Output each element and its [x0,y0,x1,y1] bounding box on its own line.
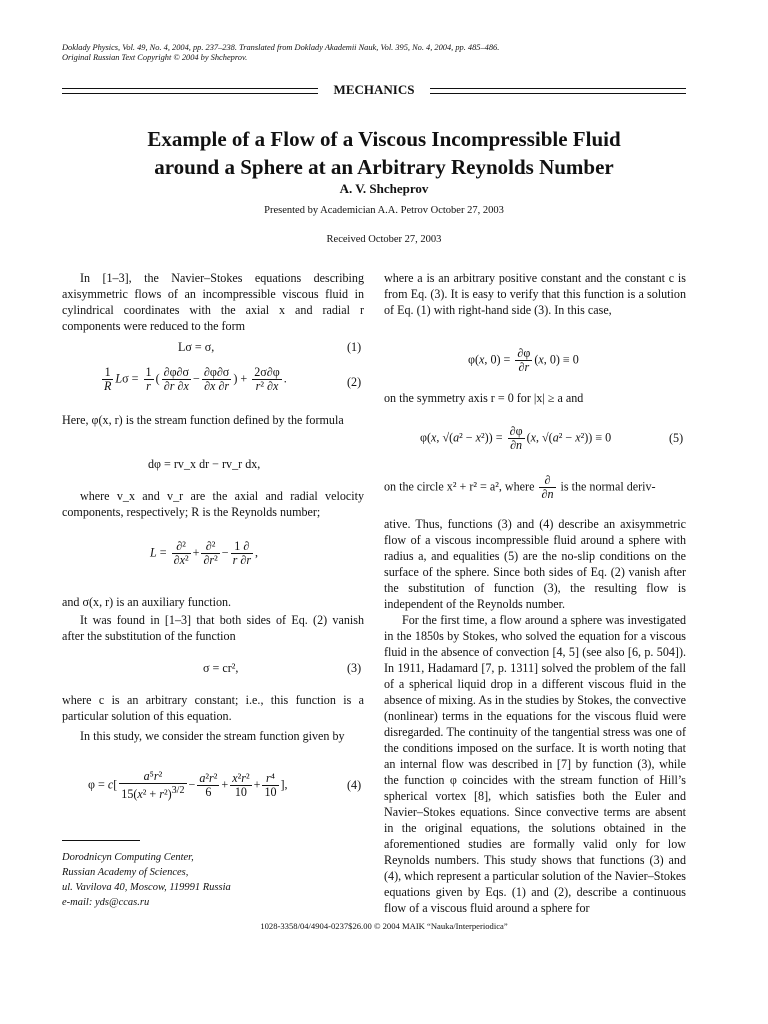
header-line-2: Original Russian Text Copyright © 2004 by Shcheprov. [62,53,248,62]
affiliation [62,850,231,910]
right-paragraph-4: ative. Thus, functions (3) and (4) describe an axisymmetric flow of a viscous incompressible fluid around a sphere with radius a, and equalities (5) are the no-slip conditions on the surface of the sphere. Since both sides of Eq. (2) vanish after the substitution of function (3), the resulting flow is independent of the Reynolds number. [384,517,686,611]
equation-5: φ(x, √(a² − x²)) = $\frac{\partial\varphi}{\partial n}$ (x, √(a² − x²)) ≡ 0 [420,424,612,452]
left-paragraph-2: Here, φ(x, r) is the stream function defined by the formula [62,413,344,427]
equation-1-number: (1) [347,340,362,354]
copyright-footer: 1028-3358/04/4904-0237$26.00 © 2004 MAIK “Nauka/Interperiodica” [260,921,508,931]
equation-5-number: (5) [669,431,684,445]
right-paragraph-3a: on the circle x² + r² = a², where [384,479,535,494]
right-paragraph-2: on the symmetry axis r = 0 for |x| ≥ a and [384,391,584,405]
normal-derivative: $\frac{\partial}{\partial n}$ [541,473,554,501]
equation-4: φ = c[ $\frac{\text{a⁵r²}}{15(x^2 + r^2)^{3/2}}$ − $\frac{\text{a²r²}}{6}$ + $\frac{\text{x²r²}}{10}$ + $\frac{\text{r⁴}}{10}$ ], [88,769,288,802]
left-paragraph-4: and σ(x, r) is an auxiliary function. [62,595,232,609]
header-line-1: Doklady Physics, Vol. 49, No. 4, 2004, pp. 237–238. Translated from Doklady Akademii Nauk, Vol. 395, No. 4, 2004, pp. 485–486. [62,43,500,52]
equation-1: Lσ = σ, [178,340,215,354]
paper-title [40,125,728,181]
left-paragraph-1: In [1–3], the Navier–Stokes equations describing axisymmetric flows of an incompressible viscous fluid in cylindrical coordinates with the axial x and radial r components were reduced to the form [62,271,364,333]
equation-3-number: (3) [347,661,362,675]
left-paragraph-7: In this study, we consider the stream function given by [80,729,345,743]
equation-2-number: (2) [347,375,362,389]
affiliation-line-2: Russian Academy of Sciences, [62,867,189,878]
journal-header [62,43,499,63]
affiliation-email: e-mail: yds@ccas.ru [62,897,150,908]
left-paragraph-6: where c is an arbitrary constant; i.e., this function is a particular solution of this equation. [62,693,364,723]
footnote-rule [62,840,140,841]
section-heading [62,82,686,98]
affiliation-line-3: ul. Vavilova 40, Moscow, 119991 Russia [62,882,231,893]
section-label: MECHANICS [333,82,415,97]
title-line-1: Example of a Flow of a Viscous Incompressible Fluid [147,127,621,151]
equation-2: $\frac{1}{R}$ Lσ = $\frac{1}{r}$ ( $\frac{\partial\varphi\partial\sigma}{\partial r \partial x}$ − $\frac{\partial\varphi\partial\sigma}{\partial x \partial r}$ ) + $\frac{2\sigma\partial\varphi}{\text{r² ∂x}}$ . [104,365,287,393]
equation-L: L = $\frac{\text{∂²}}{\text{∂x²}}$ + $\frac{\text{∂²}}{\text{∂r²}}$ − $\frac{1 \partial}{r \partial r}$ , [150,539,259,567]
equation-3: σ = cr², [203,661,239,675]
right-paragraph-3b: is the normal deriv- [560,479,656,494]
title-line-2: around a Sphere at an Arbitrary Reynolds Number [154,155,614,179]
author: A. V. Shcheprov [339,181,429,196]
presented-by: Presented by Academician A.A. Petrov October 27, 2003 [264,205,504,216]
equation-dphi: dφ = rv_x dr − rv_r dx, [148,457,261,471]
right-paragraph-5: For the first time, a flow around a sphere was investigated in the 1850s by Stokes, who solved the equation for a viscous fluid in the absence of convection [4, 5] (see also [6, p. 504]). In 1911, Hadamard [7, p. 1311] solved the problem of the fall of a spherical liquid drop in a different viscous fluid in the absence of mixing. As in the studies by Stokes, the convective (nonlinear) terms in the equations for the viscous fluid were disregarded. The continuity of the tangential stress was one of the conditions imposed on the surface. It is worth noting that an internal flow was described in [7] by function (3), while the function φ coincides with the stream function of Hill’s spherical vortex [8], which satisfies both the Euler and Navier–Stokes equations. Since convective terms are absent in the original equations, the solutions obtained in the aforementioned studies are formally valid only for low Reynolds numbers. This study shows that functions (3) and (4), which represent a particular solution of the Navier–Stokes equations given by Eqs. (1) and (2), describe a continuous flow of a viscous fluid around a sphere for [384,613,686,915]
left-paragraph-5: It was found in [1–3] that both sides of Eq. (2) vanish after the substitution of the function [62,613,364,643]
received-date: Received October 27, 2003 [326,234,442,245]
affiliation-line-1: Dorodnicyn Computing Center, [62,852,194,863]
equation-phi-axis: φ(x, 0) = $\frac{\partial\varphi}{\partial r}$ (x, 0) ≡ 0 [468,346,579,374]
right-paragraph-1: where a is an arbitrary positive constant and the constant c is from Eq. (3). It is easy to verify that this function is a solution of Eq. (1) with right-hand side (3). In this case, [384,271,686,317]
equation-4-number: (4) [347,778,362,792]
right-paragraph-3 [384,474,686,501]
section-rule-right [430,88,686,94]
left-paragraph-3: where v_x and v_r are the axial and radial velocity components, respectively; R is the Reynolds number; [62,489,364,519]
